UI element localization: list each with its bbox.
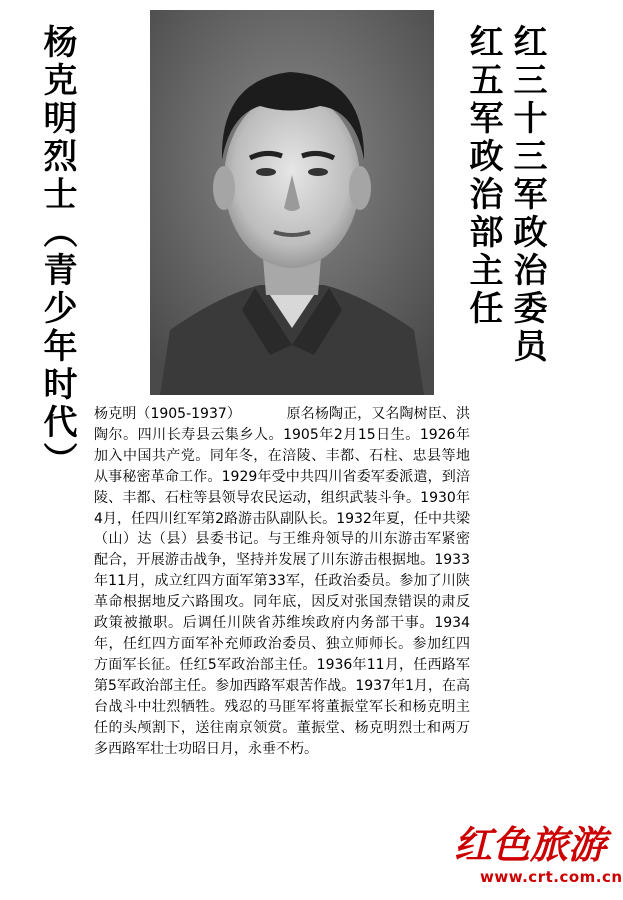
portrait-photo <box>150 10 434 395</box>
bio-name-dates: 杨克明（1905-1937） <box>94 406 241 422</box>
biography-text <box>94 404 470 884</box>
title-position-1: 红三十三军政治委员 <box>507 24 547 366</box>
portrait-icon <box>150 10 434 395</box>
logo-lettering: 红色旅游 <box>453 822 607 867</box>
watermark-url: www.crt.com.cn <box>480 868 623 886</box>
bio-body: 四川长寿县云集乡人。1905年2月15日生。1926年加入中国共产党。同年冬，在涪陵、丰都、石柱、忠县等地从事秘密革命工作。1929年受中共四川省委军委派遣，到涪陵、丰都、石柱等县领导农民运动，组织武装斗争。1930年4月，任四川红军第2路游击队副队长。1932年夏，任中共梁（山）达（县）县委书记。与王维舟领导的川东游击军紧密配合，开展游击战争，坚持并发展了川东游击根据地。1933年11月，成立红四方面军第33军，任政治委员。参加了川陕革命根据地反六路围攻。同年底，因反对张国焘错误的肃反政策被撤职。后调任川陕省苏维埃政府内务部干事。1934年，任红四方面军补充师政治委员、独立师师长。参加红四方面军长征。任红5军政治部主任。1936年11月，任西路军第5军政治部主任。参加西路军艰苦作战。1937年1月，在高台战斗中壮烈牺牲。残忍的马匪军将董振堂军长和杨克明主任的头颅割下，送往南京领赏。董振堂、杨克明烈士和两万多西路军壮士功昭日月，永垂不朽。 <box>94 426 470 757</box>
bio-aliases: 原名杨陶正，又名陶树臣、洪陶尔。 <box>94 406 470 443</box>
red-tourism-logo <box>453 812 607 868</box>
bio-spacer <box>241 406 287 422</box>
title-position-2: 红五军政治部主任 <box>463 24 503 328</box>
title-martyr-name: 杨克明烈士（青少年时代） <box>37 24 77 480</box>
